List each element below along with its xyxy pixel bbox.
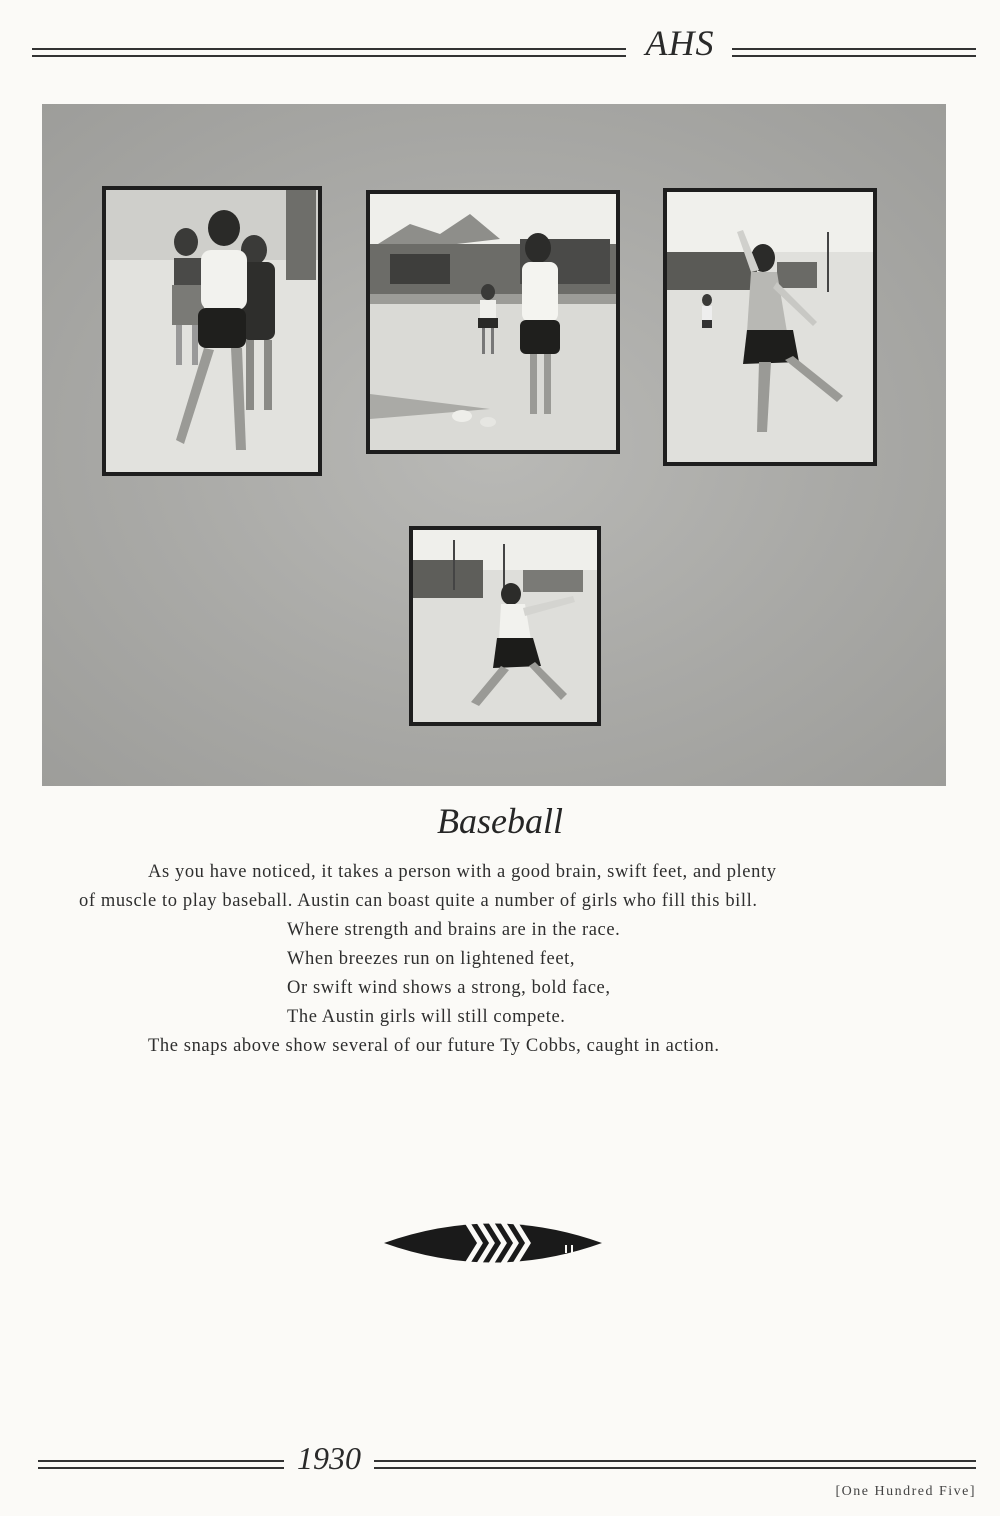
feather-emblem-icon bbox=[382, 1212, 604, 1274]
footer-rule-right bbox=[374, 1460, 976, 1469]
footer-rule-left bbox=[38, 1460, 284, 1469]
photo-girl-near-houses bbox=[366, 190, 620, 454]
footer-year: 1930 bbox=[297, 1440, 361, 1476]
verse-line-2: When breezes run on lightened feet, bbox=[287, 949, 576, 969]
photo-collage bbox=[42, 104, 946, 786]
paragraph-line-2: of muscle to play baseball. Austin can boast quite a number of girls who fill this bill. bbox=[79, 891, 758, 911]
page-number-label: [One Hundred Five] bbox=[835, 1484, 976, 1499]
header-rule-left bbox=[32, 48, 626, 57]
photo-girl-pitching bbox=[663, 188, 877, 466]
photo-girls-standing bbox=[102, 186, 322, 476]
paragraph-line-1: As you have noticed, it takes a person with a good brain, swift feet, and plenty bbox=[148, 862, 777, 882]
verse-line-4: The Austin girls will still compete. bbox=[287, 1007, 566, 1027]
header-title: AHS bbox=[645, 23, 715, 63]
verse-line-3: Or swift wind shows a strong, bold face, bbox=[287, 978, 611, 998]
verse-line-1: Where strength and brains are in the race. bbox=[287, 920, 621, 940]
closing-line: The snaps above show several of our future Ty Cobbs, caught in action. bbox=[148, 1036, 720, 1056]
photo-girl-batting bbox=[409, 526, 601, 726]
section-heading: Baseball bbox=[437, 801, 563, 841]
header-rule-right bbox=[732, 48, 976, 57]
